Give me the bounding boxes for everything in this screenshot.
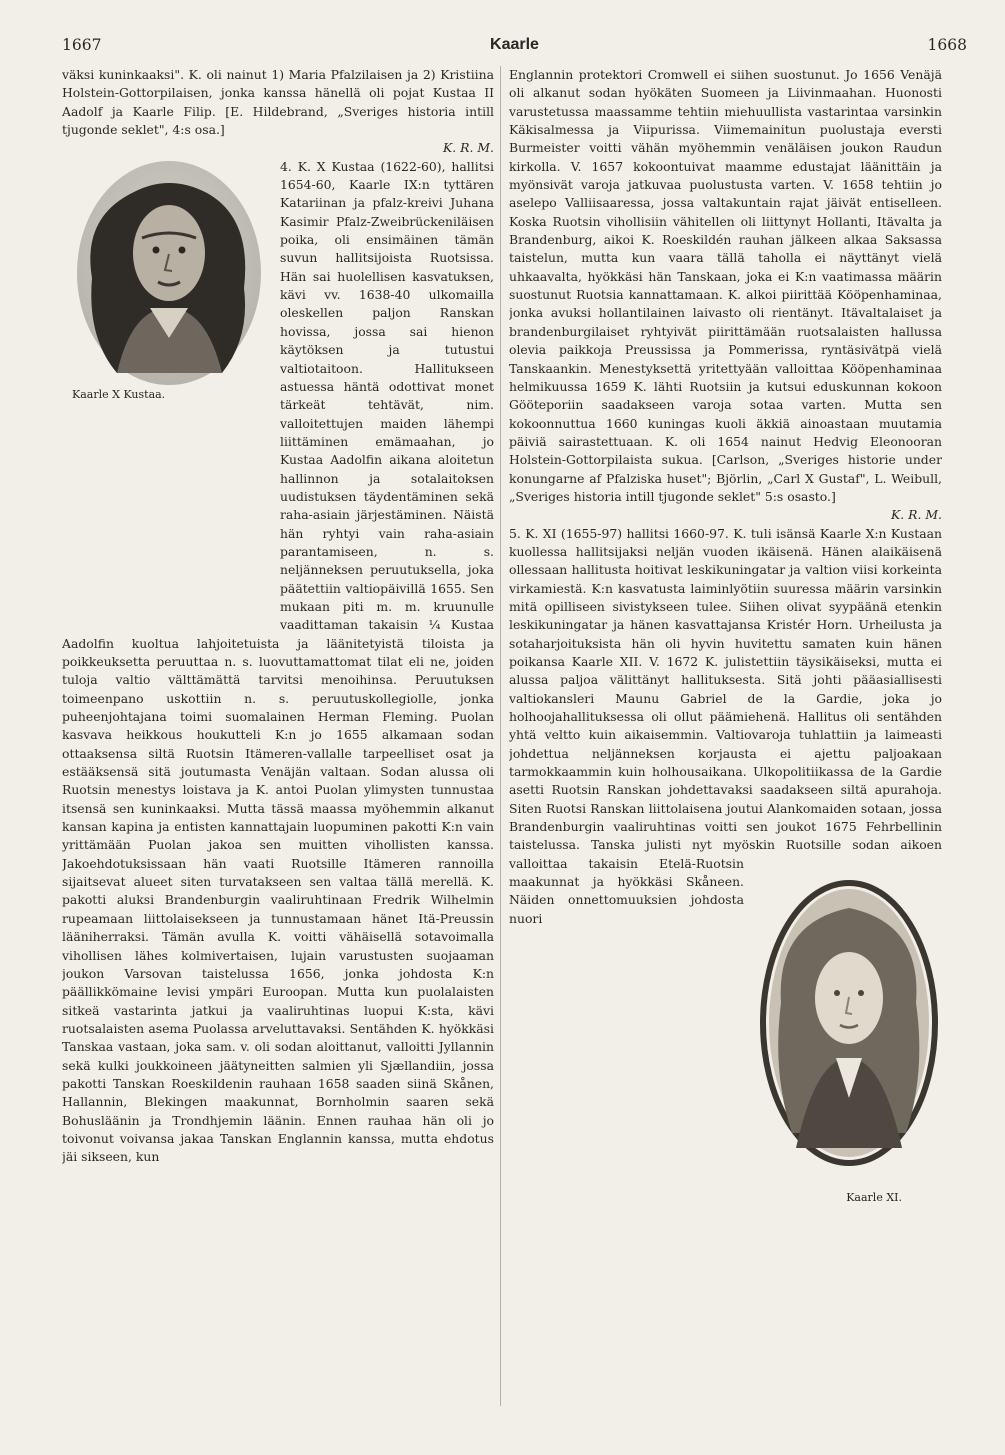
author-signature: K. R. M. <box>891 507 942 523</box>
paragraph: 4. K. X Kustaa (1622-60), hallitsi 1654-60, Kaarle IX:n tyttären Katariinan ja pfalz-kreivi Juhana Kasimir Pfalz-Zweibrückeniläisen poika, oli ensimäinen tämän suvun hallitsijoista Ruotsissa. Hän sai huolellisen kasvatuksen, kävi vv. 1638-40 ulkomailla oleskellen paljon Ranskan hovissa, jossa sai hienon käytöksen ja tutustui valtiotaitoon. Hallitukseen astuessa häntä odottivat monet tärkeät tehtävät, nim. valloitettujen maiden lähempi liittäminen emämaahan, jo Kustaa Aadolfin aikana aloitetun hallinnon ja sotalaitoksen uudistuksen täydentäminen sekä raha-asiain järjestäminen. Näistä hän ryhtyi vain raha-asiain parantamiseen, n. s. neljänneksen peruutuksella, joka päätettiin valtiopäivillä 1655. Sen mukaan piti m. m. kruunulle vaadittaman takaisin ¼ Kustaa Aadolfin kuoltua lahjoitetuista ja läänitetyistä tiloista ja poikkeuksetta peruuttaa n. s. luovuttamattomat tilat eli ne, joiden tuloja valtio välttämättä tarvitsi menoihinsa. Peruutuksen toimeenpano uskottiin n. s. peruutuskollegiolle, jonka puheenjohtajana toimi suomalainen Herman Fleming. Puolan kasvava heikkous houkutteli K:n jo 1655 alkamaan sodan ottaaksensa siltä Ruotsin Itämeren-vallalle tarpeelliset osat ja estääksensä sitä joutumasta Venäjän valtaan. Sodan alussa oli Ruotsin menestys loistava ja K. antoi Puolan ylimysten tunnustaa itsensä sen kuninkaaksi. Mutta tässä maassa myöhemmin alkanut kansan kapina ja entisten kannattajain luopuminen pakotti K:n vain yrittämään Puolan jakoa sen muitten vihollisten kanssa. Jakoehdotuksissaan hän vaati Ruotsille Itämeren rannoilla sijaitsevat alueet siten turvatakseen sen valtaa tällä merellä. K. pakotti aluksi Brandenburgin vaaliruhtinaan Fredrik Wilhelmin rupeamaan liittolaisekseen ja tunnustamaan hänet Itä-Preussin lääniherraksi. Tämän avulla K. voitti vähäisellä sotavoimalla vihollisen lähes kolmivertaisen, lujain varustusten suojaaman joukon Varsovan taistelussa 1656, jonka johdosta K:n päällikkömaine levisi ympäri Euroopan. Mutta kun puolalaisten sitkeä vastarinta jatkui ja vaaliruhtinas luopui K:sta, kävi ruotsalaisten asema Puolassa arveluttavaksi. Sentähden K. hyökkäsi Tanskaa vastaan, joka sam. v. oli sodan aloittanut, valloitti Jyllannin sekä kulki joukkoineen jäätyneitten salmien yli Sjællandiin, jossa pakotti Tanskan Roeskildenin rauhaan 1658 saaden siinä Skånen, Hallannin, Blekingen maakunnat, Bornholmin saaren sekä Bohusläänin ja Trondhjemin läänin. Ennen rauhaa hän oli jo toivonut voivansa jakaa Tanskan Englannin kanssa, mutta ehdotus jäi sikseen, kun <box>62 158 494 1165</box>
portrait-figure-karl-xi <box>750 873 942 1217</box>
page-number-right: 1668 <box>927 36 967 54</box>
portrait-figure-karl-x <box>62 158 274 624</box>
left-column <box>62 66 494 1406</box>
paragraph: väksi kuninkaaksi". K. oli nainut 1) Maria Pfalzilaisen ja 2) Kristiina Holstein-Gottorpilaisen, jonka kanssa hänellä oli pojat Kustaa II Aadolf ja Kaarle Filip. [E. Hildebrand, „Sveriges historia intill tjugonde seklet", 4:s osa.] <box>62 67 494 138</box>
column-divider <box>500 66 501 1406</box>
portrait-caption: Kaarle XI. <box>846 1190 902 1204</box>
paragraph: Englannin protektori Cromwell ei siihen suostunut. Jo 1656 Venäjä oli alkanut sodan hyökäten Suomeen ja Liivinmaahan. Huonosti varustetussa maassamme tehtiin miehuullista vastarintaa varsinkin Käkisalmessa ja Viipurissa. Viimemainitun puolustaja eversti Burmeister voitti vähän myöhemmin venäläisen joukon Raudun kirkolla. V. 1657 kokoontuivat maamme edustajat läänittäin ja myönsivät varoja jatkuvaa puolustusta varten. V. 1658 tehtiin jo aselepo Valliisaaressa, jossa valtakuntain rajat jäivät entiselleen. Koska Ruotsin vihollisiin vähitellen oli liittynyt Hollanti, Itävalta ja Brandenburg, aikoi K. Roeskildén rauhan jälkeen alkaa Saksassa taistelun, mutta kun vaara tällä taholla ei näyttänyt vielä uhkaavalta, hyökkäsi hän Tanskaan, joka ei K:n vaatimassa määrin suostunut Ruotsia kannattamaan. K. alkoi piirittää Kööpenhaminaa, jonka avuksi hollantilainen laivasto oli rientänyt. Itävaltalaiset ja brandenburgilaiset ryhtyivät piirittämään ruotsalaisten hallussa olevia paikkoja Preussissa ja Pommerissa, ryntäsivätpä vielä Tanskaankin. Menestyksettä yritettyään valloittaa Kööpenhaminaa helmikuussa 1659 K. lähti Ruotsiin ja kutsui eduskunnan kokoon Gööteporiin saadakseen varoja sotaa varten. Mutta sen kokoonnuttua 1660 kuningas kuoli äkkiä ainoastaan muutamia päiviä sairastettuaan. K. oli 1654 nainut Hedvig Eleonooran Holstein-Gottorpilaista sukua. [Carlson, „Sveriges historie under konungarne af Pfalziska huset"; Björlin, „Carl X Gustaf", L. Weibull, „Sveriges historia intill tjugonde seklet" 5:s osasto.] <box>509 67 942 504</box>
portrait-karl-x-image <box>72 158 266 398</box>
paragraph: 5. K. XI (1655-97) hallitsi 1660-97. K. tuli isänsä Kaarle X:n Kustaan kuollessa hallitsijaksi neljän vuoden ikäisenä. Hänen alaikäisenä ollessaan hallitusta hoitivat leskikuningatar ja valtion viisi korkeinta virkamiestä. K:n kasvatusta laiminlyötiin suuressa määrin varsinkin mitä opilliseen sivistykseen tulee. Siihen olivat syypäänä etenkin leskikuningatar ja hänen kasvattajansa Kristér Horn. Urheilusta ja sotaharjoituksista hän oli hyvin huvitettu samaten kuin hänen poikansa Kaarle XII. V. 1672 K. julistettiin täysikäiseksi, mutta ei alussa paljoa välittänyt hallituksesta. Sitä johti pääasiallisesti valtiokansleri Maunu Gabriel de la Gardie, joka jo holhoojahallituksessa oli ollut päämiehenä. Hallitus oli sentähden yhtä veltto kuin aikaisemmin. Valtiovaroja tuhlattiin ja laimeasti johdettua neljänneksen korjausta ei ajettu paljoakaan tarmokkaammin kuin holhousaikana. Ulkopolitiikassa de la Gardie asetti Ruotsin Ranskan johdettavaksi saadakseen siltä apurahoja. Siten Ruotsi Ranskan liittolaisena joutui Alankomaiden sotaan, jossa Brandenburgin vaaliruhtinas voitti sen joukot 1675 Fehrbellinin taistelussa. Tanska julisti nyt myöskin Ruotsille sodan aikoen valloittaa takaisin Etelä-Ruotsin maakunnat ja hyökkäsi Skåneen. Näiden onnettomuuksien johdosta nuori <box>509 525 942 926</box>
right-column <box>509 66 942 1406</box>
author-signature: K. R. M. <box>443 140 494 156</box>
portrait-caption: Kaarle X Kustaa. <box>72 387 166 401</box>
portrait-karl-xi-image <box>756 873 942 1193</box>
page-title: Kaarle <box>490 36 539 53</box>
page-number-left: 1667 <box>62 36 102 54</box>
page-header <box>62 36 967 60</box>
